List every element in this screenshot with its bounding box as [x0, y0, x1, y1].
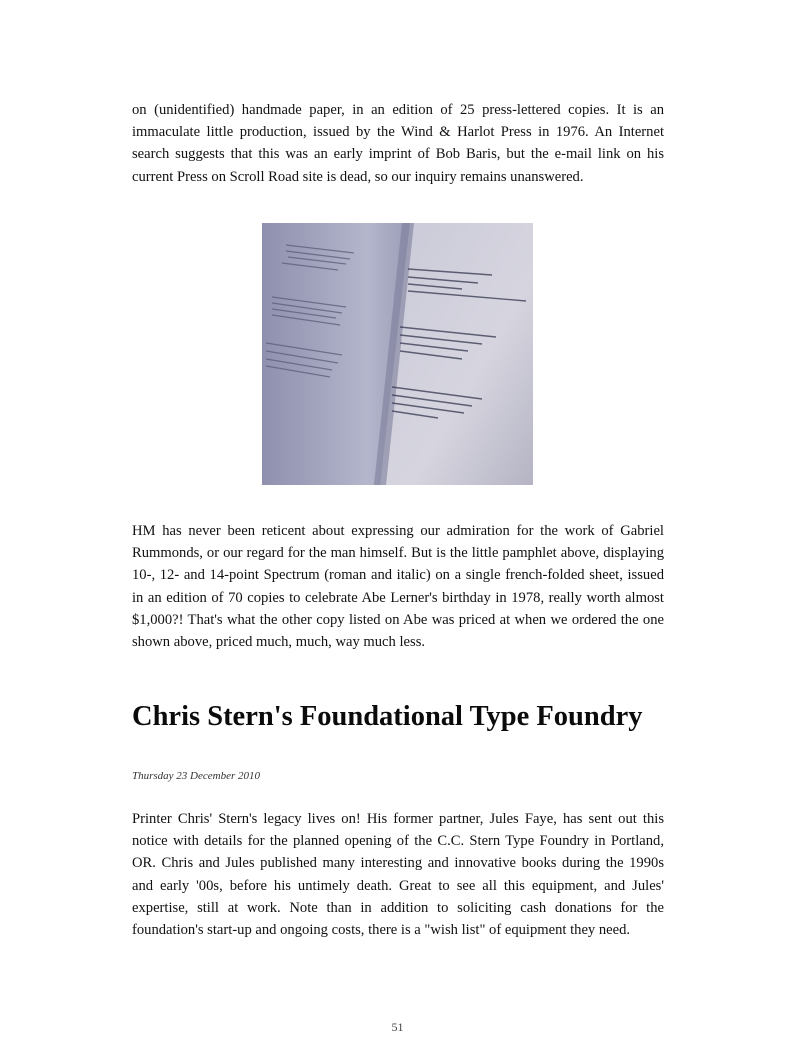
open-pamphlet-photo-icon — [262, 223, 533, 485]
article-title: Chris Stern's Foundational Type Foundry — [132, 701, 643, 732]
page-number: 51 — [391, 1020, 404, 1034]
paragraph-stern-foundry: Printer Chris' Stern's legacy lives on! His former partner, Jules Faye, has sent out this notice with details for the planned opening of the C.C. Stern Type Foundry in Portland, OR. Chris and Jules published many interesting and innovative books during the 1990s and early '00s, before his untimely death. Great to see all this equipment, and Jules' expertise, still at work. Note than in addition to soliciting cash donations for the foundation's start-up and ongoing costs, there is a "wish list" of equipment they need. — [132, 811, 664, 939]
article-date: Thursday 23 December 2010 — [132, 770, 261, 782]
pamphlet-photo — [262, 223, 533, 485]
paragraph-rummonds-pamphlet: HM has never been reticent about expressing our admiration for the work of Gabriel Rummonds, or our regard for the man himself. But is the little pamphlet above, displaying 10-, 12- and 14-point Spectrum (roman and italic) on a single french-folded sheet, issued in an edition of 70 copies to celebrate Abe Lerner's birthday in 1978, really worth almost $1,000?! That's what the other copy listed on Abe was priced at when we ordered the one shown above, priced much, much, way much less. — [132, 523, 664, 651]
paragraph-handmade-paper: on (unidentified) handmade paper, in an edition of 25 press-lettered copies. It is an immaculate little production, issued by the Wind & Harlot Press in 1976. An Internet search suggests that this was an early imprint of Bob Baris, but the e-mail link on his current Press on Scroll Road site is dead, so our inquiry remains unanswered. — [132, 102, 664, 185]
